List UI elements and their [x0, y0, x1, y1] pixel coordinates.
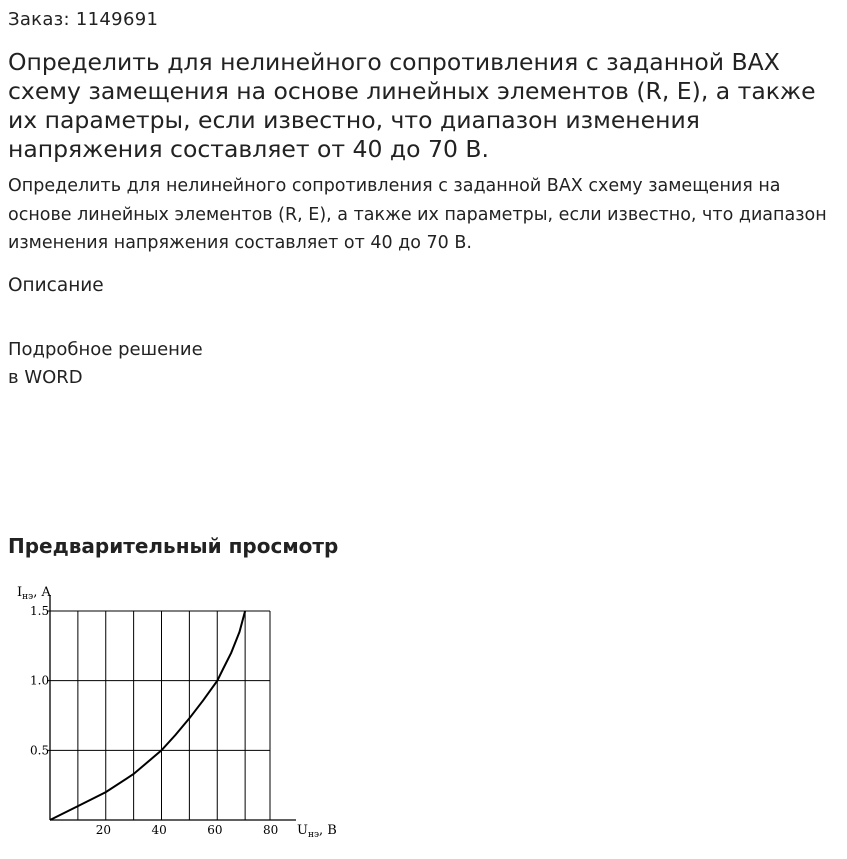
description-section-label: Описание	[8, 275, 104, 296]
y-tick-label: 1.5	[30, 604, 50, 618]
x-tick-label: 20	[95, 823, 112, 837]
x-tick-label: 80	[263, 823, 279, 837]
x-axis-label: $U_{нэ}$, В	[297, 823, 337, 840]
x-tick-label: 40	[151, 823, 167, 837]
page-title: Определить для нелинейного сопротивления с заданной ВАХ схему замещения на основе линейных элементов (R, E), а также их параметры, если известно, что диапазон изменения напряжения составляет от 40 до 70 В.	[8, 48, 816, 163]
solution-info	[8, 336, 203, 392]
series-curve	[50, 611, 245, 820]
chart-tick-labels	[30, 604, 278, 837]
y-axis-label: $I_{нэ}$, A	[17, 585, 51, 602]
chart-grid	[47, 611, 270, 820]
solution-line-2: в WORD	[8, 367, 83, 388]
task-description: Определить для нелинейного сопротивления с заданной ВАХ схему замещения на основе линейных элементов (R, E), а также их параметры, если известно, что диапазон изменения напряжения составляет от 40 до 70 В.	[8, 176, 827, 253]
preview-heading: Предварительный просмотр	[8, 534, 339, 558]
x-tick-label: 60	[207, 823, 223, 837]
order-number: Заказ: 1149691	[8, 9, 159, 30]
y-tick-label: 1.0	[30, 673, 50, 688]
solution-line-1: Подробное решение	[8, 339, 203, 360]
y-tick-label: 0.5	[30, 743, 50, 758]
chart-axes	[50, 595, 296, 820]
iv-characteristic-chart	[0, 576, 360, 846]
